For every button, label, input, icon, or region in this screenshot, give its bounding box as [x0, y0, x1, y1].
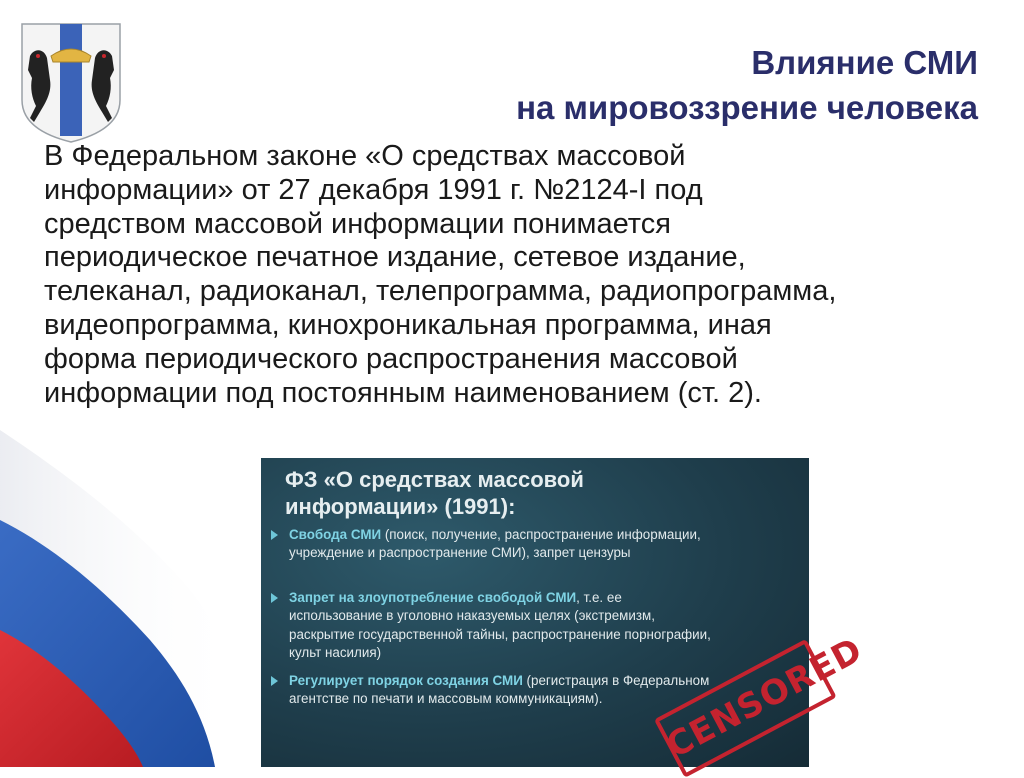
definition-paragraph [44, 140, 994, 410]
paragraph-line: средством массовой информации понимается [44, 207, 671, 240]
paragraph-line: форма периодического распространения массовой [44, 342, 738, 375]
paragraph-line: видеопрограмма, кинохроникальная программа, иная [44, 308, 772, 341]
bullet-arrow-icon [271, 530, 278, 540]
stamp-text: CENSORED [660, 629, 870, 767]
panel-bullet [271, 589, 711, 663]
title-line-1: Влияние СМИ [751, 44, 978, 81]
law-summary-panel [261, 458, 870, 767]
paragraph-line: телеканал, радиоканал, телепрограмма, радиопрограмма, [44, 275, 837, 308]
bullet-text: (регистрация в Федеральном агентстве по печати и массовым коммуникациям). [289, 673, 710, 707]
paragraph-line: информации под постоянным наименованием (ст. 2). [44, 376, 762, 409]
panel-title [285, 466, 584, 520]
slide-title [516, 40, 978, 130]
bullet-arrow-icon [271, 593, 278, 603]
panel-title-line-2: информации» (1991): [285, 494, 516, 519]
bullet-lead: Регулирует порядок создания СМИ [289, 673, 523, 688]
bullet-lead: Свобода СМИ [289, 527, 382, 542]
panel-bullet [271, 672, 711, 709]
panel-bullet [271, 526, 711, 563]
bullet-text: , т.е. ее использование в уголовно наказуемых целях (экстремизм, раскрытие государственной тайны, распространение порнографии, культ насилия) [289, 590, 711, 661]
paragraph-line: информации» от 27 декабря 1991 г. №2124-I под [44, 173, 703, 206]
coat-of-arms-icon [20, 22, 122, 144]
paragraph-line: периодическое печатное издание, сетевое издание, [44, 241, 746, 274]
paragraph-line: В Федеральном законе «О средствах массовой [44, 140, 686, 172]
title-line-2: на мировоззрение человека [516, 89, 978, 126]
panel-title-line-1: ФЗ «О средствах массовой [285, 467, 584, 492]
bullet-text: (поиск, получение, распространение информации, учреждение и распространение СМИ), запрет цензуры [289, 527, 701, 561]
bullet-lead: Запрет на злоупотребление свободой СМИ [289, 590, 577, 605]
bullet-arrow-icon [271, 676, 278, 686]
